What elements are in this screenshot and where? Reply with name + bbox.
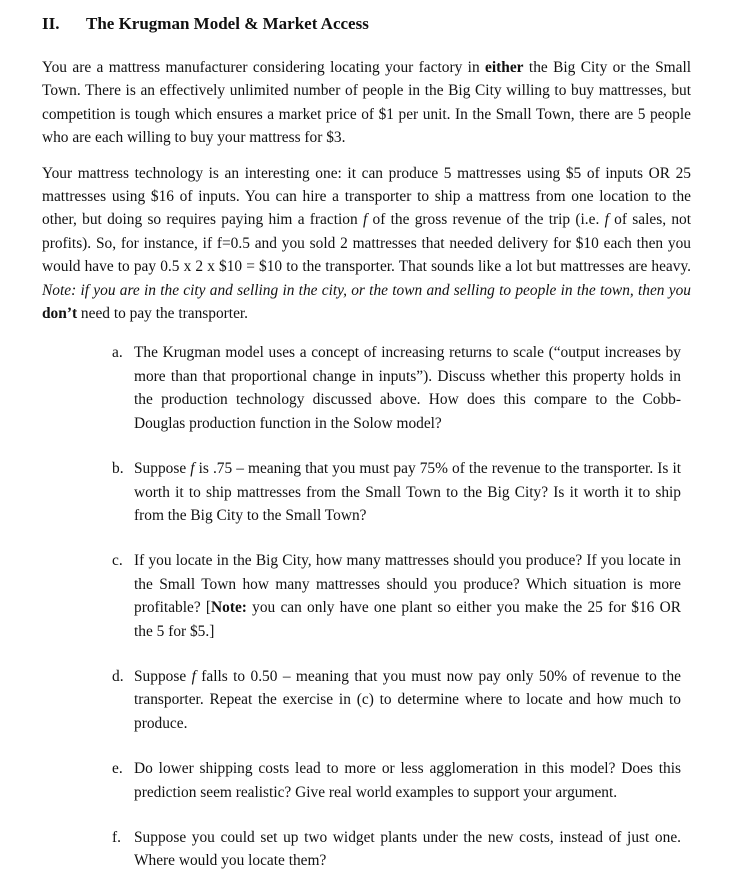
question-c bbox=[112, 549, 681, 643]
question-f bbox=[112, 826, 681, 873]
section-heading bbox=[42, 14, 691, 34]
question-b-pre: Suppose bbox=[134, 460, 191, 478]
question-label: a. bbox=[112, 344, 123, 362]
intro-emphasis-either: either bbox=[485, 59, 524, 76]
question-text bbox=[134, 757, 681, 804]
question-b-text: is .75 – meaning that you must pay 75% of the revenue to the transporter. Is it worth it to ship mattresses from the Small Town to the Big City? Is it worth it to ship from the Big City to the Small Town? bbox=[134, 460, 681, 524]
question-label: d. bbox=[112, 667, 124, 685]
question-c-note-text: you can only have one plant so either you make the 25 for $16 OR the 5 for $5.] bbox=[134, 599, 681, 640]
question-label: f. bbox=[112, 828, 121, 846]
tech-text-1: Your mattress technology is an interesting one: it can produce 5 mattresses using $5 of inputs OR 25 mattresses using $16 of inputs. You can hire a transporter to ship a mattress from one location to the other, but doing so requires paying him a fraction bbox=[42, 164, 691, 229]
question-label: e. bbox=[112, 760, 123, 778]
tech-emphasis-dont: don’t bbox=[42, 305, 78, 323]
tech-text-2: of the gross revenue of the trip (i.e. bbox=[367, 211, 605, 229]
intro-text-2: the Big City or the Small Town. There is an effectively unlimited number of people in the Big City willing to buy mattresses, but competition is tough which ensures a market price of $1 per unit. In the Small Town, there are 5 people who are each willing to buy your mattress for $3. bbox=[42, 59, 691, 147]
tech-variable-f: f bbox=[604, 211, 609, 229]
intro-paragraph bbox=[42, 56, 691, 150]
question-c-note-label: Note: bbox=[211, 599, 247, 617]
question-e-text: Do lower shipping costs lead to more or less agglomeration in this model? Does this prediction seem realistic? Give real world examples to support your argument. bbox=[134, 760, 681, 801]
tech-text-3: of sales, not profits). So, for instance, if f=0.5 and you sold 2 mattresses that needed delivery for $10 each then you would have to pay 0.5 x 2 x $10 = $10 to the transporter. That sounds like a lot but mattresses are heavy. bbox=[42, 211, 692, 276]
question-d bbox=[112, 665, 681, 735]
question-f-text: Suppose you could set up two widget plants under the new costs, instead of just one. Where would you locate them? bbox=[134, 828, 681, 870]
question-text bbox=[134, 457, 681, 527]
question-text bbox=[134, 665, 681, 735]
tech-note-label: Note: bbox=[42, 281, 77, 299]
question-text bbox=[134, 826, 681, 873]
question-b bbox=[112, 457, 681, 527]
question-d-variable-f: f bbox=[191, 667, 196, 685]
question-e bbox=[112, 757, 681, 804]
section-title: The Krugman Model & Market Access bbox=[86, 14, 369, 33]
question-b-variable-f: f bbox=[190, 460, 195, 478]
question-text bbox=[134, 549, 681, 643]
question-label: c. bbox=[112, 552, 123, 570]
question-d-pre: Suppose bbox=[134, 667, 192, 685]
question-label: b. bbox=[112, 460, 124, 478]
tech-text-4: need to pay the transporter. bbox=[77, 305, 249, 323]
tech-note-text: if you are in the city and selling in the city, or the town and selling to people in the town, then you bbox=[76, 281, 691, 299]
intro-text-1: You are a mattress manufacturer considering locating your factory in bbox=[42, 59, 486, 76]
question-a-text: The Krugman model uses a concept of increasing returns to scale (“output increases by more than that proportional change in inputs”). Discuss whether this property holds in the production technology discussed above. How does this compare to the Cobb-Douglas production function in the Solow model? bbox=[134, 344, 681, 432]
question-d-text: falls to 0.50 – meaning that you must now pay only 50% of revenue to the transporter. Repeat the exercise in (c) to determine where to locate and how much to produce. bbox=[134, 667, 681, 732]
technology-paragraph bbox=[42, 162, 691, 326]
question-text bbox=[134, 341, 681, 435]
question-c-text: If you locate in the Big City, how many mattresses should you produce? If you locate in the Small Town how many mattresses should you produce? Which situation is more profitable? [ bbox=[134, 552, 681, 617]
question-list bbox=[42, 341, 691, 872]
section-number: II. bbox=[42, 14, 60, 33]
tech-variable-f: f bbox=[362, 211, 368, 229]
question-a bbox=[112, 341, 681, 435]
